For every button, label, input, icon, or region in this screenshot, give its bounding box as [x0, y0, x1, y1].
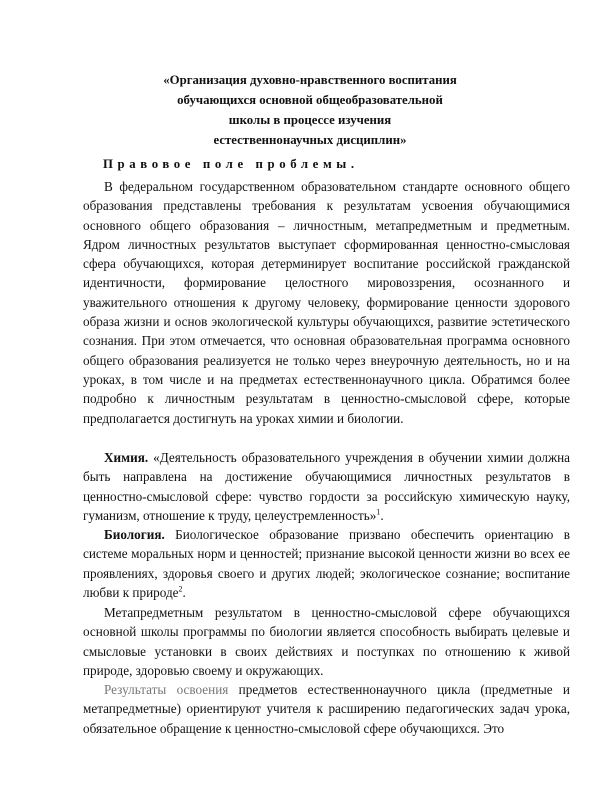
section-heading: Правовое поле проблемы. [103, 157, 359, 171]
title-line: школы в процессе изучения [228, 113, 392, 127]
paragraph-chemistry: Химия. «Деятельность образовательного учреждения в обучении химии должна быть направлена на достижение обучающимися личностных результатов в ценностно-смысловой сфере: чувство гордости за российскую химическую науку, гуманизм, отношение к труду, целеустремленность»$^1$. [83, 450, 570, 523]
title-line: «Организация духовно-нравственного воспитания [163, 73, 457, 87]
paragraph-metasubject: Метапредметным результатом в ценностно-смысловой сфере обучающихся основной школы программы по биологии является способность выбирать целевые и смысловые установки в своих действиях и поступках по отношению к живой природе, здоровью своему и окружающих. [83, 605, 570, 678]
document-title [100, 70, 520, 150]
footnote-ref-1: 1 [376, 507, 381, 517]
results-label: Результаты освоения [104, 682, 229, 697]
title-line: естественнонаучных дисциплин» [213, 133, 407, 147]
biology-text: Биологическое образование призвано обеспечить ориентацию в системе моральных норм и ценностей; признание высокой ценности жизни во всех ее проявлениях, здоровья своего и других людей; экологическое сознание; воспитание любви к природе [83, 527, 570, 600]
chemistry-label: Химия. [104, 450, 149, 465]
paragraph-biology: Биология. Биологическое образование призвано обеспечить ориентацию в системе моральных норм и ценностей; признание высокой ценности жизни во всех ее проявлениях, здоровья своего и других людей; экологическое сознание; воспитание любви к природе$^2$. [83, 527, 570, 600]
results-text: предметов естественнонаучного цикла (предметные и метапредметные) ориентируют учителя к расширению педагогических задач урока, обязательное обращение к ценностно-смысловой сфере обучающихся. Это [83, 682, 570, 736]
biology-label: Биология. [104, 527, 165, 542]
paragraph-standard: В федеральном государственном образовательном стандарте основного общего образования представлены требования к результатам усвоения обучающимися основного общего образования – личностным, метапредметным и предметным. Ядром личностных результатов выступает сформированная ценностно-смысловая сфера обучающихся, которая детерминирует воспитание российской гражданской идентичности, формирование целостного мировоззрения, осознанного и уважительного отношения к другому человеку, формирование ценности здорового образа жизни и основ экологической культуры обучающихся, развитие эстетического сознания. При этом отмечается, что основная образовательная программа основного общего образования реализуется не только через внеурочную деятельность, но и на уроках, в том числе и на предметах естественнонаучного цикла. Обратимся более подробно к личностным результатам в ценностно-смысловой сфере, которые предполагается достигнуть на уроках химии и биологии. [83, 179, 570, 426]
footnote-ref-2: 2 [178, 584, 183, 594]
title-line: обучающихся основной общеобразовательной [177, 93, 443, 107]
paragraph-results [83, 680, 570, 738]
chemistry-text: «Деятельность образовательного учреждения в обучении химии должна быть направлена на достижение обучающимися личностных результатов в ценностно-смысловой сфере: чувство гордости за российскую химическую науку, гуманизм, отношение к труду, целеустремленность» [83, 450, 570, 523]
